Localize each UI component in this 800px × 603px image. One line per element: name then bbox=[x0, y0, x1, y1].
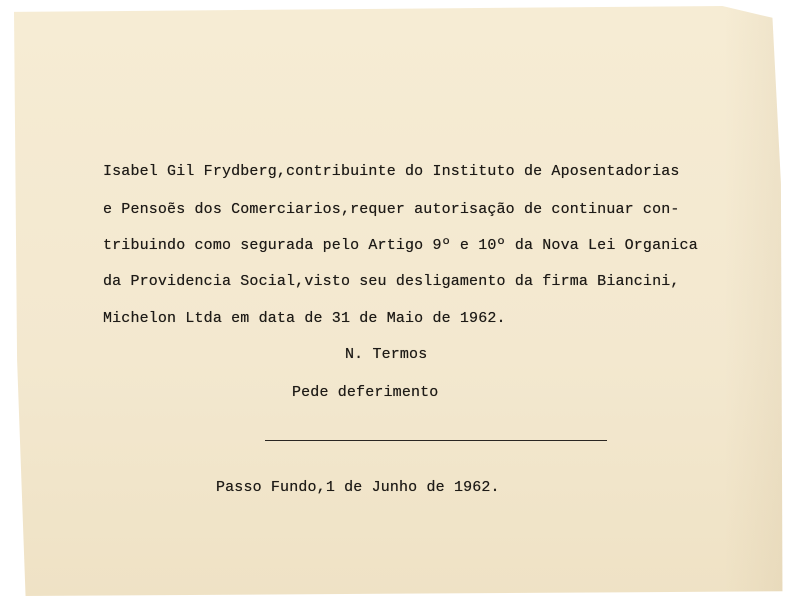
place-and-date: Passo Fundo,1 de Junho de 1962. bbox=[216, 479, 500, 496]
closing-formula: N. Termos bbox=[345, 346, 428, 363]
body-line-1: Isabel Gil Frydberg,contribuinte do Instituto de Aposentadorias bbox=[103, 163, 680, 180]
body-line-5: Michelon Ltda em data de 31 de Maio de 1962. bbox=[103, 310, 506, 327]
body-line-4: da Providencia Social,visto seu desligamento da firma Biancini, bbox=[103, 273, 680, 290]
paper-sheet bbox=[14, 6, 784, 596]
request-formula: Pede deferimento bbox=[292, 384, 439, 401]
signature-line bbox=[265, 440, 607, 441]
body-line-3: tribuindo como segurada pelo Artigo 9º e 10º da Nova Lei Organica bbox=[103, 237, 698, 254]
body-line-2: e Pensoẽs dos Comerciarios,requer autorisação de continuar con- bbox=[103, 201, 680, 218]
